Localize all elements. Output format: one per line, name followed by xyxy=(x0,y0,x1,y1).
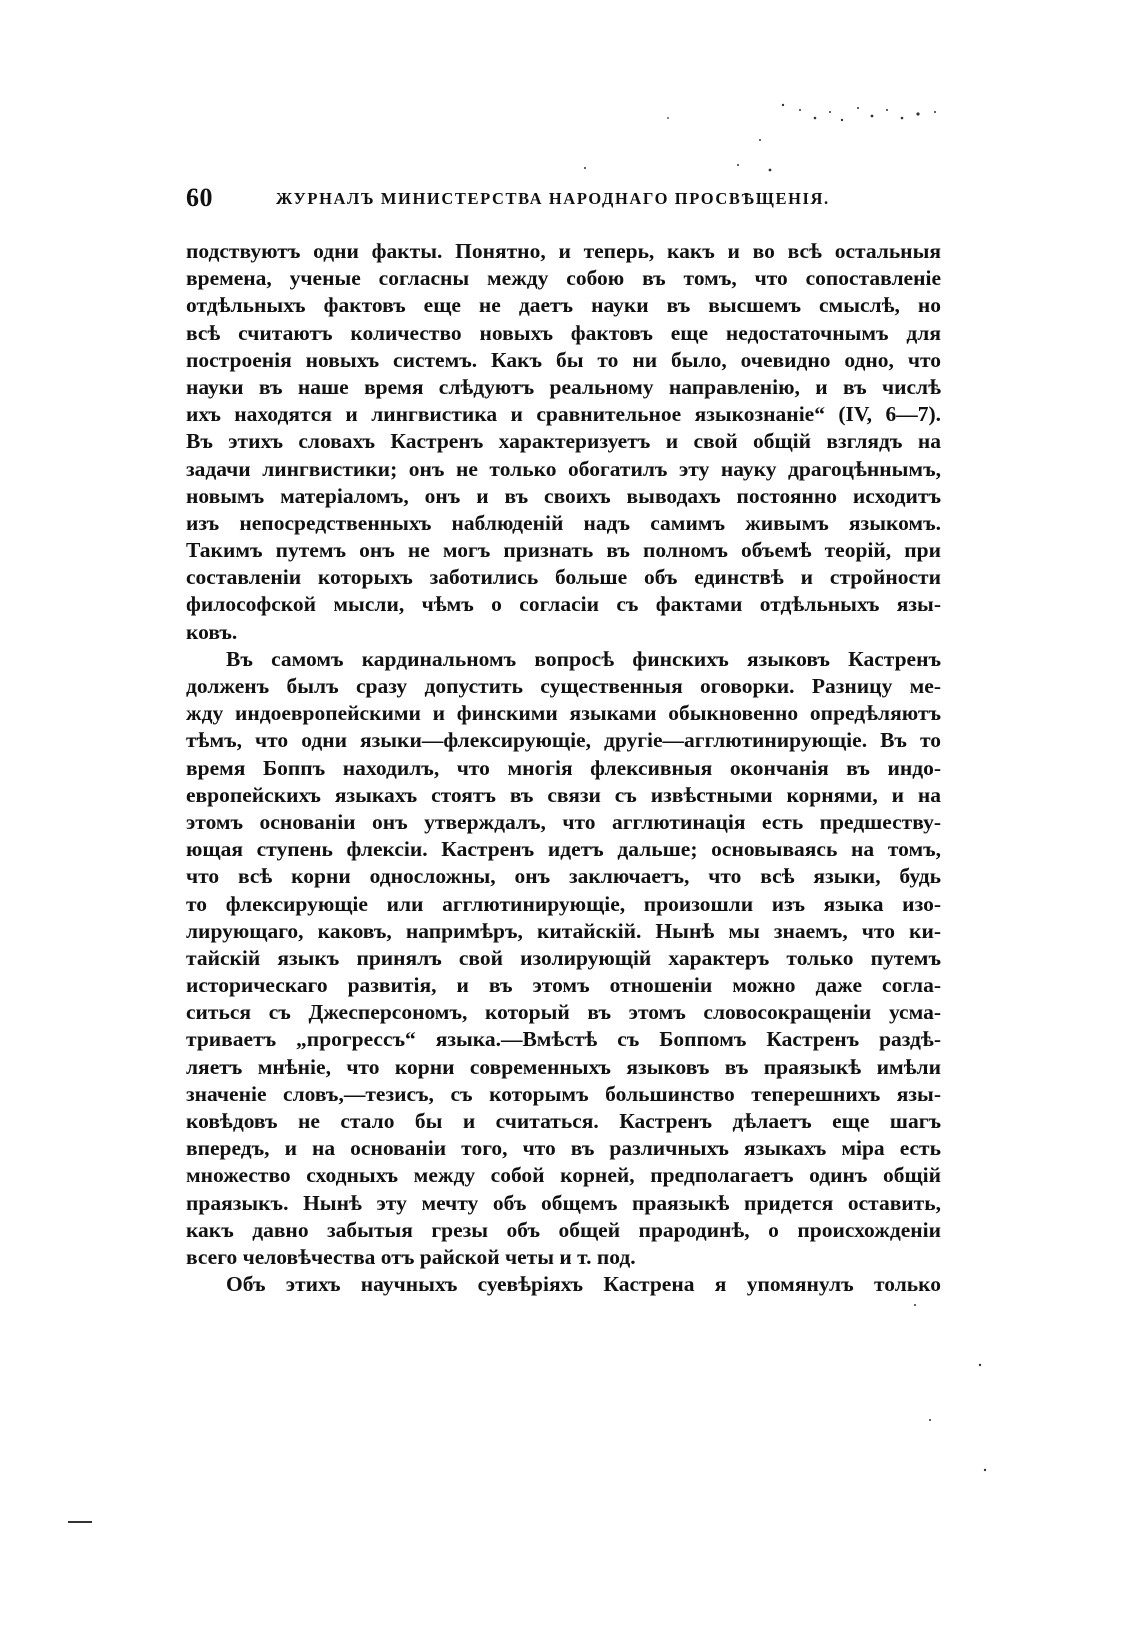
text-line: историческаго развитія, и въ этомъ отношеніи можно даже согла- xyxy=(186,973,941,998)
text-line: ковѣдовъ не стало бы и считаться. Кастренъ дѣлаетъ еще шагъ xyxy=(186,1109,941,1133)
text-line: ихъ находятся и лингвистика и сравнительное языкознаніе“ (IV, 6—7). xyxy=(186,402,941,427)
text-line: ситься съ Джесперсономъ, который въ этомъ словосокращеніи усма- xyxy=(186,1000,941,1025)
text-line: триваетъ „прогрессъ“ языка.—Вмѣстѣ съ Боппомъ Кастренъ раздѣ- xyxy=(186,1027,941,1052)
text-line: Такимъ путемъ онъ не могъ признать въ полномъ объемѣ теорій, при xyxy=(186,538,941,563)
text-line: впередъ, и на основаніи того, что въ различныхъ языкахъ міра есть xyxy=(186,1136,941,1161)
text-line: составленіи которыхъ заботились больше объ единствѣ и стройности xyxy=(186,565,941,590)
text-line: изъ непосредственныхъ наблюденій надъ самимъ живымъ языкомъ. xyxy=(186,510,941,535)
text-line: всего человѣчества отъ райской четы и т. под. xyxy=(186,1244,636,1269)
text-line: Въ этихъ словахъ Кастренъ характеризуетъ и свой общій взглядъ на xyxy=(186,429,941,454)
text-line: время Боппъ находилъ, что многія флексивныя окончанія въ индо- xyxy=(186,755,941,780)
text-line: подствуютъ одни факты. Понятно, и теперь, какъ и во всѣ остальныя xyxy=(186,239,941,263)
text-line: долженъ былъ сразу допустить существенныя оговорки. Разницу ме- xyxy=(186,674,941,698)
text-line: ляетъ мнѣніе, что корни современныхъ языковъ въ праязыкѣ имѣли xyxy=(186,1054,941,1079)
text-line: ющая ступень флексіи. Кастренъ идетъ дальше; основываясь на томъ, xyxy=(186,837,941,862)
text-line: времена, ученые согласны между собою въ томъ, что сопоставленіе xyxy=(186,266,941,291)
text-line: философской мысли, чѣмъ о согласіи съ фактами отдѣльныхъ язы- xyxy=(186,592,941,617)
text-line: науки въ наше время слѣдуютъ реальному направленію, и въ числѣ xyxy=(186,374,941,399)
text-line: тайскій языкъ принялъ свой изолирующій характеръ только путемъ xyxy=(186,945,941,970)
text-line: ковъ. xyxy=(186,619,238,644)
text-line: то флексирующіе или агглютинирующіе, произошли изъ языка изо- xyxy=(186,891,941,916)
text-line: этомъ основаніи онъ утверждалъ, что агглютинація есть предшеству- xyxy=(186,809,941,834)
text-line: лирующаго, каковъ, напримѣръ, китайскій. Нынѣ мы знаемъ, что ки- xyxy=(186,918,941,943)
body-text xyxy=(186,238,941,1298)
text-line: что всѣ корни односложны, онъ заключаетъ, что всѣ языки, будь xyxy=(186,864,941,889)
journal-title: ЖУРНАЛЪ МИНИСТЕРСТВА НАРОДНАГО ПРОСВѢЩЕНІЯ. xyxy=(276,189,830,208)
text-line: всѣ считаютъ количество новыхъ фактовъ еще недостаточнымъ для xyxy=(186,320,941,345)
text-line: построенія новыхъ системъ. Какъ бы то ни было, очевидно одно, что xyxy=(186,347,941,372)
text-line: задачи лингвистики; онъ не только обогатилъ эту науку драгоцѣннымъ, xyxy=(186,456,941,481)
text-line: отдѣльныхъ фактовъ еще не даетъ науки въ высшемъ смыслѣ, но xyxy=(186,293,941,318)
text-line: какъ давно забытыя грезы объ общей прародинѣ, о происхожденіи xyxy=(186,1217,941,1242)
text-line: праязыкъ. Нынѣ эту мечту объ общемъ праязыкѣ придется оставить, xyxy=(186,1190,941,1215)
text-line: европейскихъ языкахъ стоятъ въ связи съ извѣстными корнями, и на xyxy=(186,782,941,807)
text-line: тѣмъ, что одни языки—флексирующіе, другіе—агглютинирующіе. Въ то xyxy=(186,728,941,753)
text-line: новымъ матеріаломъ, онъ и въ своихъ выводахъ постоянно исходитъ xyxy=(186,483,941,508)
running-head xyxy=(186,183,946,213)
text-line: множество сходныхъ между собой корней, предполагаетъ одинъ общій xyxy=(186,1163,941,1188)
text-line: Объ этихъ научныхъ суевѣріяхъ Кастрена я упомянулъ только xyxy=(226,1272,941,1297)
text-line: жду индоевропейскими и финскими языками обыкновенно опредѣляютъ xyxy=(186,701,941,726)
text-line: Въ самомъ кардинальномъ вопросѣ финскихъ языковъ Кастренъ xyxy=(226,646,941,671)
page-number: 60 xyxy=(186,183,213,212)
text-line: значеніе словъ,—тезисъ, съ которымъ большинство теперешнихъ язы- xyxy=(186,1081,941,1106)
